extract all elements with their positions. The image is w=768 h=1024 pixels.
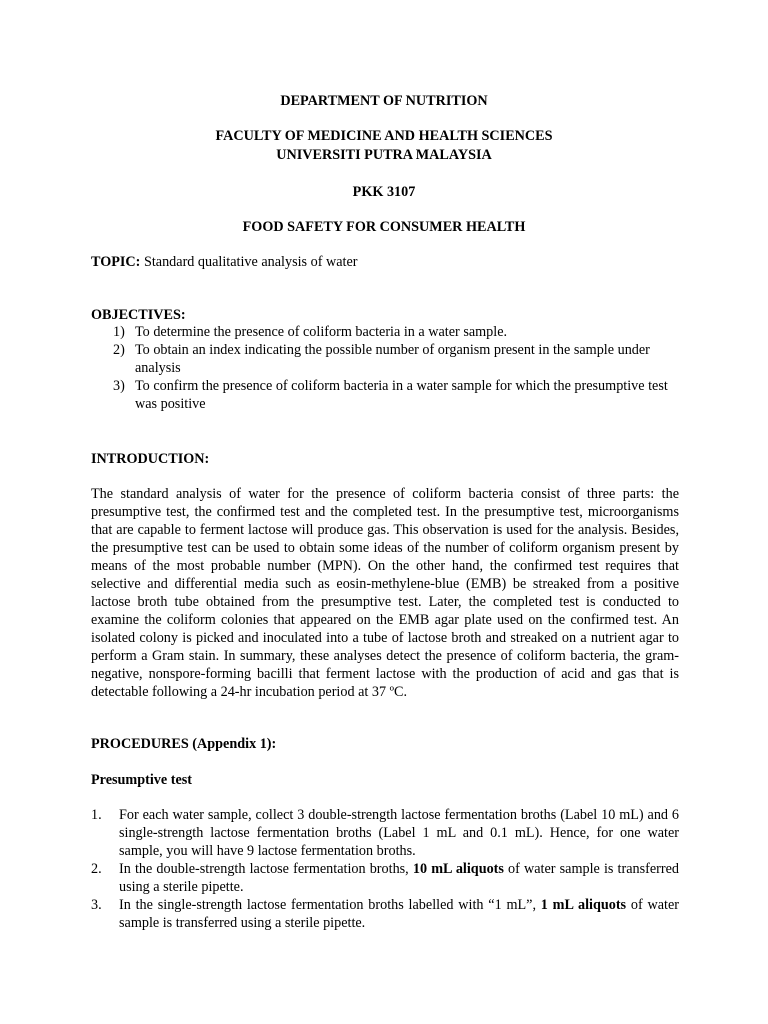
topic-label: TOPIC: bbox=[91, 254, 141, 270]
objective-number: 2) bbox=[113, 342, 125, 358]
faculty-heading: FACULTY OF MEDICINE AND HEALTH SCIENCES bbox=[215, 128, 553, 144]
objective-text: To obtain an index indicating the possible number of organism present in the sample under analysis bbox=[135, 342, 650, 376]
step-text-bold: 10 mL aliquots bbox=[412, 861, 504, 877]
objective-text: To confirm the presence of coliform bacteria in a water sample for which the presumptive test was positive bbox=[135, 378, 668, 412]
step-text-bold: 1 mL aliquots bbox=[540, 897, 627, 913]
objective-text: To determine the presence of coliform bacteria in a water sample. bbox=[135, 324, 508, 340]
objective-number: 1) bbox=[113, 324, 125, 340]
objectives-heading: OBJECTIVES: bbox=[91, 307, 186, 323]
step-text-post: of water sample is transferred using a sterile pipette. bbox=[119, 897, 679, 931]
introduction-paragraph: The standard analysis of water for the presence of coliform bacteria consist of three parts: the presumptive test, the confirmed test and the completed test. In the presumptive test, microorganisms that are capable to ferment lactose will produce gas. This observation is used for the analysis. Besides, the presumptive test can be used to obtain some ideas of the number of coliform organism present by means of the most probable number (MPN). On the other hand, the confirmed test requires that selective and differential media such as eosin-methylene-blue (EMB) be streaked from a positive lactose broth tube obtained from the presumptive test. Later, the completed test is conducted to examine the coliform colonies that appeared on the EMB agar plate used on the confirmed test. An isolated colony is picked and inoculated into a tube of lactose broth and streaked on a nutrient agar to perform a Gram stain. In summary, these analyses detect the presence of coliform bacteria, the gram-negative, nonspore-forming bacilli that ferment lactose with the production of acid and gas that is detectable following a 24-hr incubation period at 37 ºC. bbox=[91, 486, 679, 700]
procedures-heading: PROCEDURES (Appendix 1): bbox=[91, 736, 277, 752]
step-text-pre: In the single-strength lactose fermentation broths labelled with “1 mL”, bbox=[119, 897, 541, 913]
objective-number: 3) bbox=[113, 378, 125, 394]
procedure-step bbox=[91, 860, 679, 896]
university-heading: UNIVERSITI PUTRA MALAYSIA bbox=[276, 147, 492, 163]
procedure-step bbox=[91, 806, 679, 860]
objective-item bbox=[91, 323, 681, 341]
step-number: 1. bbox=[91, 807, 102, 823]
course-title: FOOD SAFETY FOR CONSUMER HEALTH bbox=[242, 219, 526, 235]
step-text-post: of water sample is transferred using a sterile pipette. bbox=[119, 861, 679, 895]
step-number: 2. bbox=[91, 861, 102, 877]
step-text: For each water sample, collect 3 double-strength lactose fermentation broths (Label 10 mL) and 6 single-strength lactose fermentation broths (Label 1 mL and 0.1 mL). Hence, for one water sample, you will have 9 lactose fermentation broths. bbox=[119, 807, 679, 859]
topic-text: Standard qualitative analysis of water bbox=[143, 254, 358, 270]
objectives-list bbox=[91, 323, 681, 413]
step-text-pre: In the double-strength lactose fermentation broths, bbox=[119, 861, 413, 877]
department-heading: DEPARTMENT OF NUTRITION bbox=[280, 93, 488, 109]
presumptive-test-heading: Presumptive test bbox=[91, 772, 192, 788]
topic-line bbox=[91, 253, 681, 271]
step-number: 3. bbox=[91, 897, 102, 913]
objective-item bbox=[91, 377, 681, 413]
introduction-heading: INTRODUCTION: bbox=[91, 451, 210, 467]
objective-item bbox=[91, 341, 681, 377]
course-code: PKK 3107 bbox=[352, 184, 416, 200]
procedure-steps bbox=[91, 806, 679, 932]
procedure-step bbox=[91, 896, 679, 932]
